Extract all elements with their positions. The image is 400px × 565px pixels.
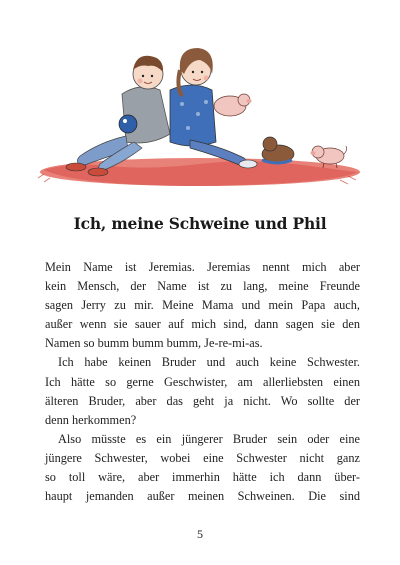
text-line: kein Mensch, der Name ist zu lang, meine Freunde xyxy=(45,279,360,294)
text-line: Mein Name ist Jeremias. Jeremias nennt mich aber xyxy=(45,260,360,274)
text-line: jüngere Schwester, wobei eine Schwester nicht ganz xyxy=(45,450,360,465)
text-line: Also müsste es ein jüngerer Bruder sein oder eine xyxy=(58,431,360,446)
page-number: 5 xyxy=(197,527,203,541)
text-line: älteren Bruder, aber das geht ja nicht. Wo sollte der xyxy=(45,393,360,408)
chapter-title: Ich, meine Schweine und Phil xyxy=(73,214,327,233)
text-line: sagen Jerry zu mir. Meine Mama und mein Papa auch, xyxy=(45,298,360,313)
text-line: Namen so bumm bumm bumm, Je-re-mi-as. xyxy=(45,336,263,351)
children-with-pigs-illustration xyxy=(30,24,370,194)
text-line: außer wenn sie sauer auf mich sind, dann sagen sie den xyxy=(45,317,360,332)
text-line: Ich hätte so gerne Geschwister, am allerliebsten einen xyxy=(45,374,360,389)
text-line: Ich habe keinen Bruder und auch keine Schwester. xyxy=(58,355,360,370)
text-line: so toll wäre, aber immerhin hätte ich dann über- xyxy=(45,470,360,485)
chapter-body xyxy=(45,258,360,506)
text-line: denn herkommen? xyxy=(45,412,137,427)
text-line: haupt jemanden außer meinen Schweinen. Die sind xyxy=(45,489,360,504)
